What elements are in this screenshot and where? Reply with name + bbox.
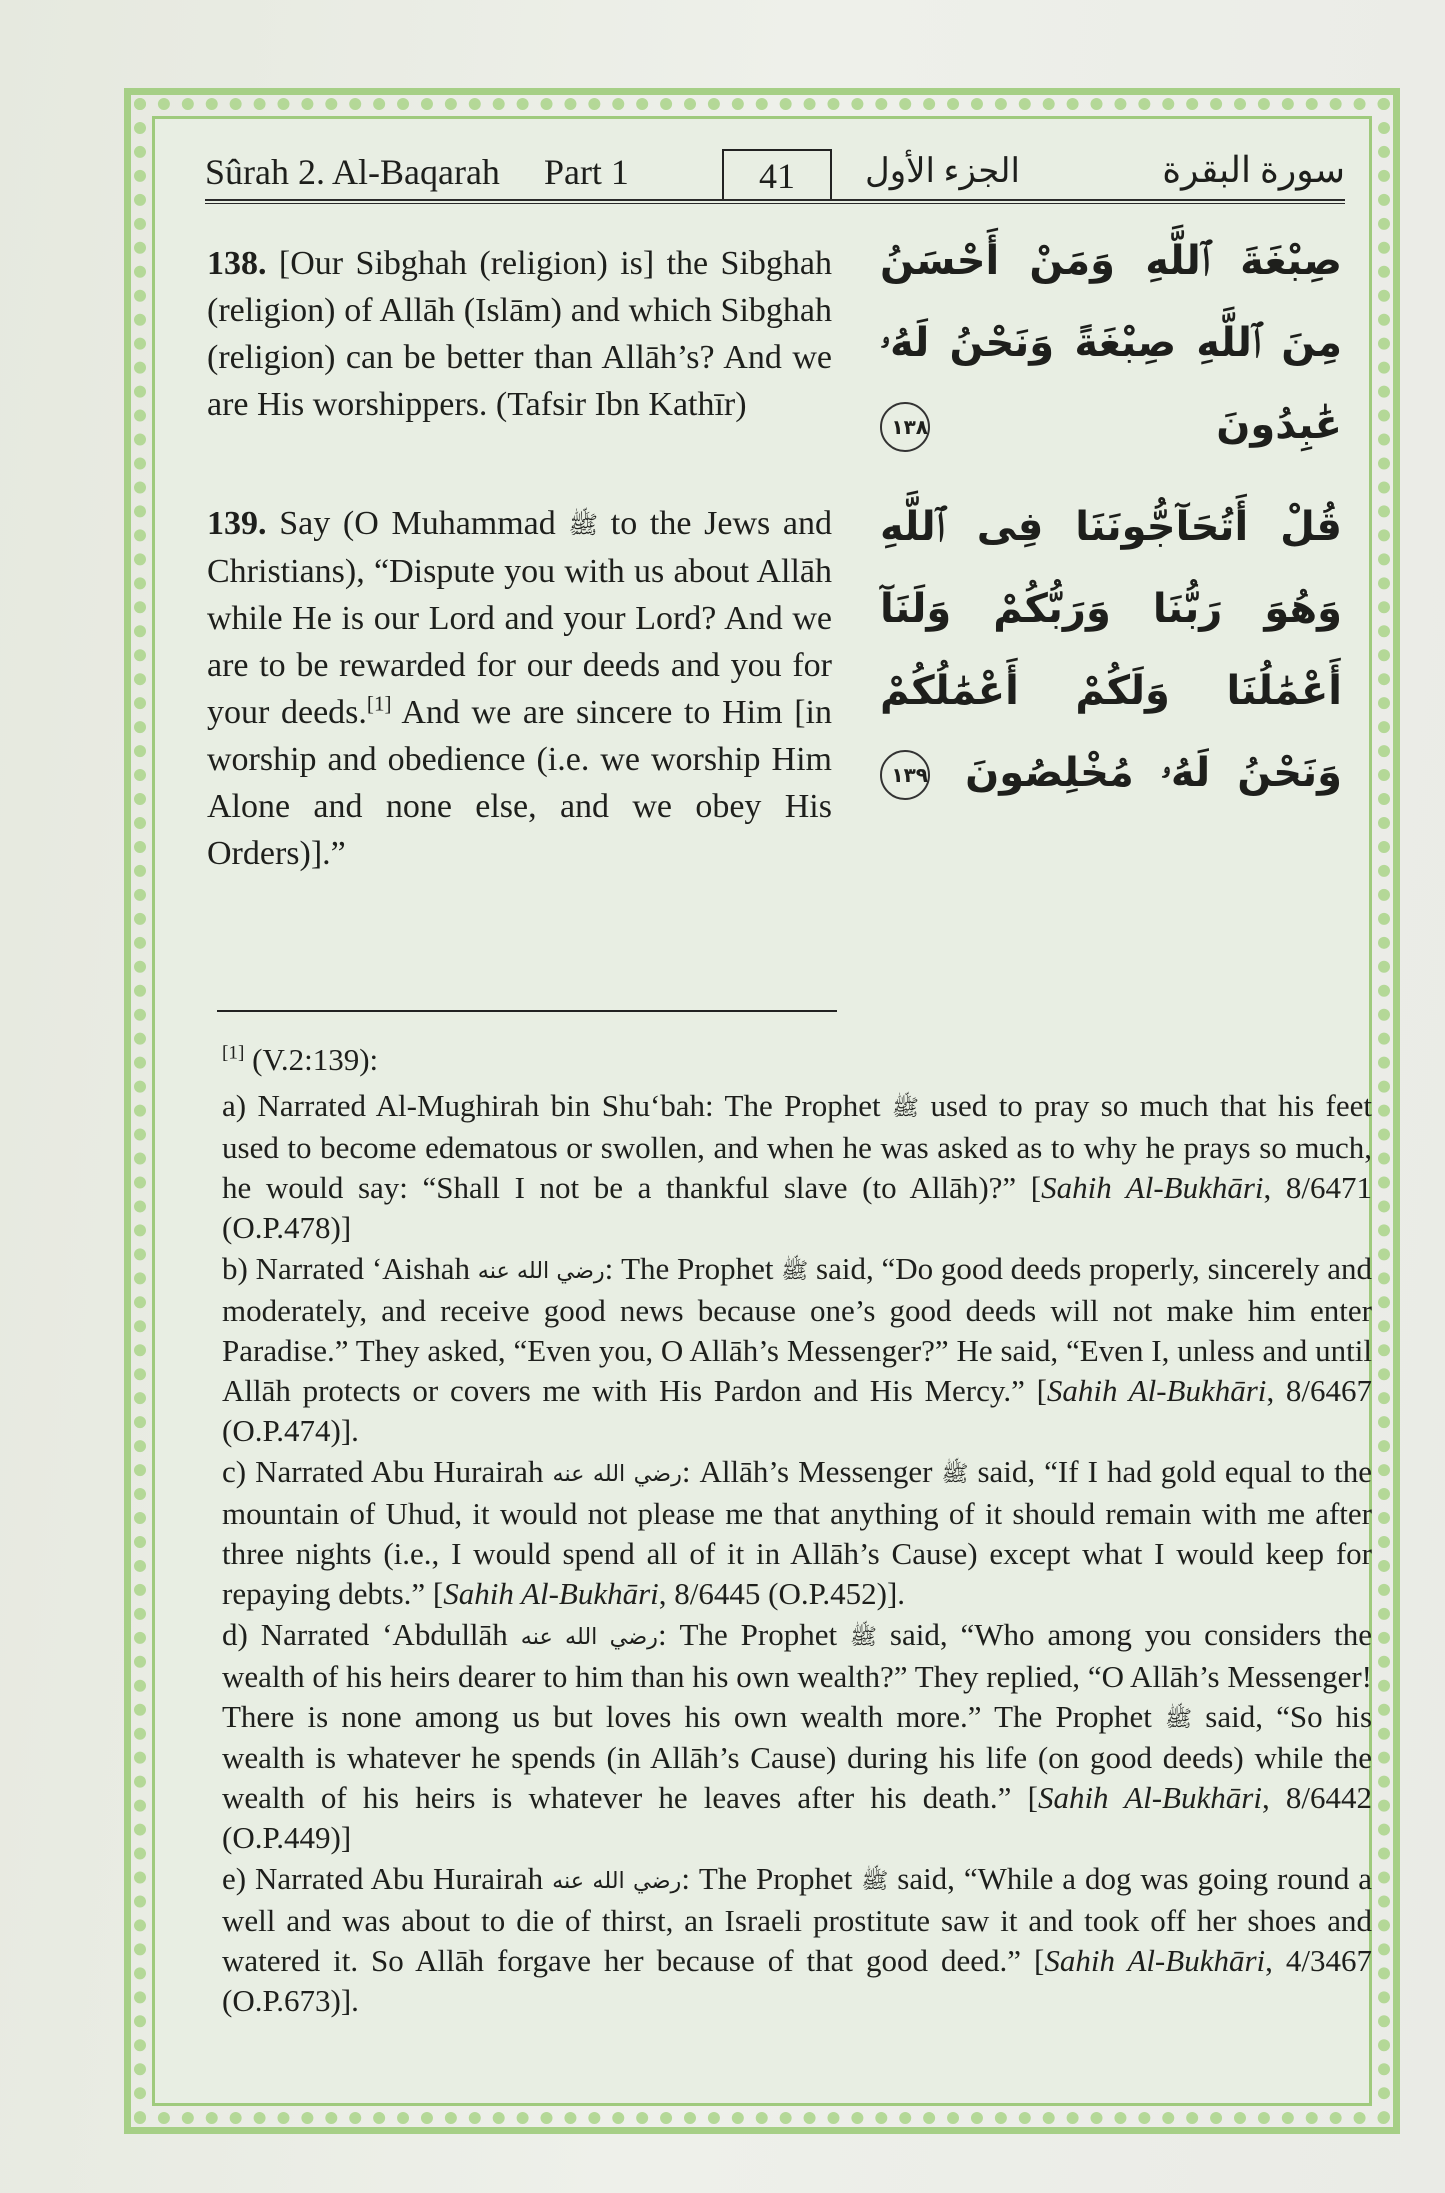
verse-text: to the Jews and Christians), “Dispute you with us about Allāh while He is our Lord and your Lord? And we are to be rewarded for our deeds and you for your deeds. (207, 505, 833, 731)
verse-text: And we are sincere to Him [in worship and obedience (i.e. we worship Him Alone and none else, and we obey His Orders)].” (207, 693, 833, 872)
header-left (205, 151, 629, 193)
radiallahu-icon: رضي الله عنه (552, 1868, 682, 1895)
salawat-icon: ﷺ (941, 1460, 969, 1487)
surah-label: Sûrah 2. Al-Baqarah (205, 152, 500, 192)
part-label: Part 1 (543, 152, 629, 192)
footnote-item-c (222, 1452, 1372, 1614)
item-label: c) (222, 1453, 247, 1489)
verse-text: [Our Sibghah (religion) is] the Sibghah (religion) of Allāh (Islām) and which Sibghah (religion) can be better than Allāh’s? And we are His worshippers. (Tafsir Ibn Kathīr) (207, 245, 833, 423)
source-ref: , 4/3467 (O.P.673)]. (222, 1943, 1372, 2019)
footnote-rule (217, 1010, 837, 1012)
item-text: Narrated ‘Abdullāh (260, 1616, 508, 1652)
item-label: d) (222, 1616, 248, 1652)
page-number: 41 (722, 149, 832, 199)
source-title: Sahih Al-Bukhāri (1044, 1943, 1266, 1979)
item-text: said, “Do good deeds properly, sincerely and moderately, and receive good news because one’s good deeds will not make him enter Paradise.” They asked, “Even you, O Allāh’s Messenger?” He said, “Even I, unless and until Allāh protects or covers me with His Pardon and His Mercy.” [ (222, 1250, 1373, 1408)
item-text: used to pray so much that his feet used to become edematous or swollen, and when he was asked as to why he prays so much, he would say: “Shall I not be a thankful slave (to Allāh)?” [ (222, 1088, 1373, 1205)
header-rule (205, 199, 1345, 201)
verse-139-english (207, 500, 832, 877)
item-text: Narrated Abu Hurairah (255, 1453, 544, 1489)
verse-139-arabic (880, 486, 1342, 814)
item-label: b) (222, 1250, 248, 1286)
salawat-icon: ﷺ (781, 1257, 809, 1284)
footnote-item-a (222, 1086, 1372, 1248)
item-text: said, “Who among you considers the wealth of his heirs dearer to him than his own wealth?” They replied, “O Allāh’s Messenger! There is none among us but loves his own wealth more.” The Prophet (222, 1616, 1373, 1734)
item-text: Narrated Abu Hurairah (255, 1861, 544, 1897)
arabic-text: قُلْ أَتُحَآجُّونَنَا فِى ٱللَّهِ وَهُوَ رَبُّنَا وَرَبُّكُمْ وَلَنَآ أَعْمَٰلُنَا وَلَكُمْ أَعْمَٰلُكُمْ وَنَحْنُ لَهُۥ مُخْلِصُونَ (880, 504, 1342, 796)
item-text: : The Prophet (681, 1861, 853, 1897)
salawat-icon: ﷺ (892, 1094, 919, 1121)
arabic-surah-label: سورة البقرة (1162, 150, 1345, 190)
verse-text: Say (O Muhammad (279, 505, 556, 542)
footnotes (222, 1040, 1372, 2022)
source-title: Sahih Al-Bukhāri (1046, 1372, 1267, 1408)
ayah-marker-icon: ١٣٨ (880, 402, 930, 452)
item-text: Narrated ‘Aishah (255, 1250, 470, 1286)
footnote-item-b (222, 1249, 1372, 1451)
source-title: Sahih Al-Bukhāri (1041, 1169, 1264, 1205)
header-rule-thin (205, 203, 1345, 204)
item-text: Narrated Al-Mughirah bin Shu‘bah: The Prophet (257, 1088, 881, 1123)
source-title: Sahih Al-Bukhāri (1037, 1780, 1262, 1816)
arabic-text: صِبْغَةَ ٱللَّهِ وَمَنْ أَحْسَنُ مِنَ ٱللَّهِ صِبْغَةً وَنَحْنُ لَهُۥ عَٰبِدُونَ (880, 238, 1342, 448)
footnote-item-d (222, 1615, 1372, 1859)
item-label: e) (222, 1861, 247, 1897)
footnote-ref[interactable]: [1] (366, 691, 392, 716)
footnote-heading (222, 1040, 1372, 1080)
source-title: Sahih Al-Bukhāri (443, 1575, 659, 1611)
arabic-juz-label: الجزء الأول (865, 153, 1020, 190)
item-text: : Allāh’s Messenger (681, 1453, 933, 1489)
source-ref: , 8/6471 (O.P.478)] (222, 1169, 1372, 1245)
item-text: : The Prophet (604, 1250, 774, 1286)
salawat-icon: ﷺ (850, 1623, 877, 1650)
source-ref: , 8/6467 (O.P.474)]. (222, 1372, 1373, 1448)
verse-138-english (207, 240, 832, 428)
item-text: said, “While a dog was going round a well and was about to die of thirst, an Israeli prostitute saw it and took off her shoes and watered it. So Allāh forgave her because of that good deed.” [ (222, 1861, 1373, 1979)
verse-138-arabic (880, 220, 1342, 466)
running-header (205, 145, 1345, 205)
radiallahu-icon: رضي الله عنه (520, 1623, 658, 1650)
item-text: said, “So his wealth is whatever he spends (in Allāh’s Cause) during his life (on good deeds) while the wealth of his heirs is whatever he leaves after his death.” [ (222, 1698, 1373, 1816)
source-ref: , 8/6445 (O.P.452)]. (658, 1575, 906, 1611)
footnote-verse-ref: (V.2:139): (252, 1042, 379, 1077)
salawat-icon: ﷺ (861, 1868, 889, 1895)
source-ref: , 8/6442 (O.P.449)] (222, 1780, 1372, 1856)
item-text: said, “If I had gold equal to the mountain of Uhud, it would not please me that anything of it should remain with me after three nights (i.e., I would spend all of it in Allāh’s Cause) except what I would keep for repaying debts.” [ (222, 1453, 1373, 1611)
footnote-number: [1] (222, 1042, 245, 1064)
radiallahu-icon: رضي الله عنه (477, 1257, 605, 1284)
salawat-icon: ﷺ (568, 509, 599, 539)
salawat-icon: ﷺ (1165, 1705, 1193, 1732)
verse-number: 139. (207, 505, 267, 542)
item-label: a) (222, 1088, 247, 1123)
item-text: : The Prophet (657, 1616, 838, 1652)
radiallahu-icon: رضي الله عنه (552, 1460, 682, 1487)
footnote-item-e (222, 1859, 1372, 2021)
verse-number: 138. (207, 245, 267, 282)
ayah-marker-icon: ١٣٩ (880, 750, 930, 800)
